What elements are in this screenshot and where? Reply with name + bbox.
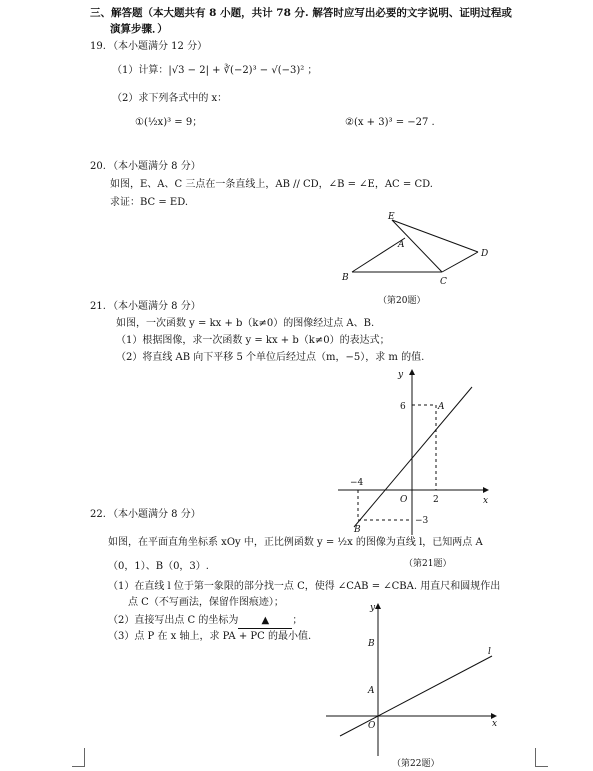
q21-text-line2: （1）根据图像，求一次函数 y = kx + b（k≠0）的表达式； xyxy=(116,335,390,346)
q19-part1: （1）计算：|√3 − 2| + ∛(−2)³ − √(−3)² ； xyxy=(112,65,318,76)
q22-graph xyxy=(320,598,510,758)
q22-text-line3: （1）在直线 l 位于第一象限的部分找一点 C，使得 ∠CAB = ∠CBA. 用直尺和圆规作出 xyxy=(108,581,501,592)
q22-text-line5: （2）直接写出点 C 的坐标为 xyxy=(108,615,239,626)
section-heading-line2: 演算步骤．） xyxy=(110,23,168,35)
q22-part2-row xyxy=(108,614,302,629)
q19-part2: （2）求下列各式中的 x： xyxy=(112,93,228,104)
origin-label: O xyxy=(400,495,408,505)
section-heading-line1: 三、解答题（本大题共有 8 小题，共计 78 分. 解答时应写出必要的文字说明、证明过程或 xyxy=(90,7,512,19)
q22-caption: （第22题） xyxy=(392,759,440,769)
q19-eq2: ②(x + 3)³ = −27 . xyxy=(345,117,435,128)
q22-score: （本小题满分 8 分） xyxy=(108,509,201,520)
point-B-label: B xyxy=(354,525,361,535)
label-E: E xyxy=(388,212,395,222)
q19-score: （本小题满分 12 分） xyxy=(108,41,208,52)
q20-number: 20. xyxy=(90,161,106,172)
point-A-label: A xyxy=(368,686,375,696)
q22-number: 22. xyxy=(90,509,106,520)
q21-caption: （第21题） xyxy=(404,559,452,569)
q22-text-line1: 如图，在平面直角坐标系 xOy 中，正比例函数 y = ½x 的图像为直线 l，已知两点 A xyxy=(108,537,483,548)
crop-mark-left xyxy=(72,748,85,767)
y-axis-label: y xyxy=(398,370,404,380)
line-l xyxy=(340,656,492,736)
q19-number: 19. xyxy=(90,41,106,52)
q21-graph xyxy=(330,365,495,540)
answer-blank xyxy=(238,614,292,629)
segment-ED xyxy=(392,220,478,252)
point-B-label: B xyxy=(368,639,375,649)
q21-text-line3: （2）将直线 AB 向下平移 5 个单位后经过点（m，−5），求 m 的值. xyxy=(116,352,425,363)
line-AB xyxy=(354,387,472,527)
tick-6: 6 xyxy=(400,402,406,412)
q21-number: 21. xyxy=(90,301,106,312)
crop-mark-right xyxy=(535,748,548,767)
q22-text-line4: 点 C（不写画法，保留作图痕迹）； xyxy=(128,597,284,608)
x-axis-label: x xyxy=(492,719,498,729)
label-B: B xyxy=(342,273,349,283)
origin-label: O xyxy=(368,721,376,731)
line-l-label: l xyxy=(488,647,491,657)
tick-neg4: −4 xyxy=(350,478,364,488)
tick-neg3: −3 xyxy=(415,516,429,526)
q19-eq1: ①(½x)³ = 9； xyxy=(135,117,203,128)
q22-text-line6: （3）点 P 在 x 轴上，求 PA + PC 的最小值. xyxy=(108,631,312,642)
q21-score: （本小题满分 8 分） xyxy=(108,301,201,312)
q22-line5-end: ； xyxy=(292,615,303,626)
x-axis-label: x xyxy=(483,496,489,506)
point-A-label: A xyxy=(438,402,445,412)
q20-figure xyxy=(330,210,500,290)
q20-caption: （第20题） xyxy=(378,296,426,306)
q20-text-line1: 如图，E、A、C 三点在一条直线上，AB // CD，∠B = ∠E，AC = CD. xyxy=(110,179,433,190)
answer-mark: ▲ xyxy=(261,615,270,626)
q21-text-line1: 如图，一次函数 y = kx + b（k≠0）的图像经过点 A、B. xyxy=(116,318,375,329)
y-axis-label: y xyxy=(370,603,376,613)
segment-CD xyxy=(442,252,478,272)
q20-score: （本小题满分 8 分） xyxy=(108,161,201,172)
label-C: C xyxy=(440,277,447,287)
label-D: D xyxy=(481,249,489,259)
q22-text-line2: （0，1）、B（0，3）. xyxy=(108,561,209,572)
label-A: A xyxy=(398,240,405,250)
q20-text-line2: 求证：BC = ED. xyxy=(110,197,189,208)
tick-2: 2 xyxy=(433,495,439,505)
